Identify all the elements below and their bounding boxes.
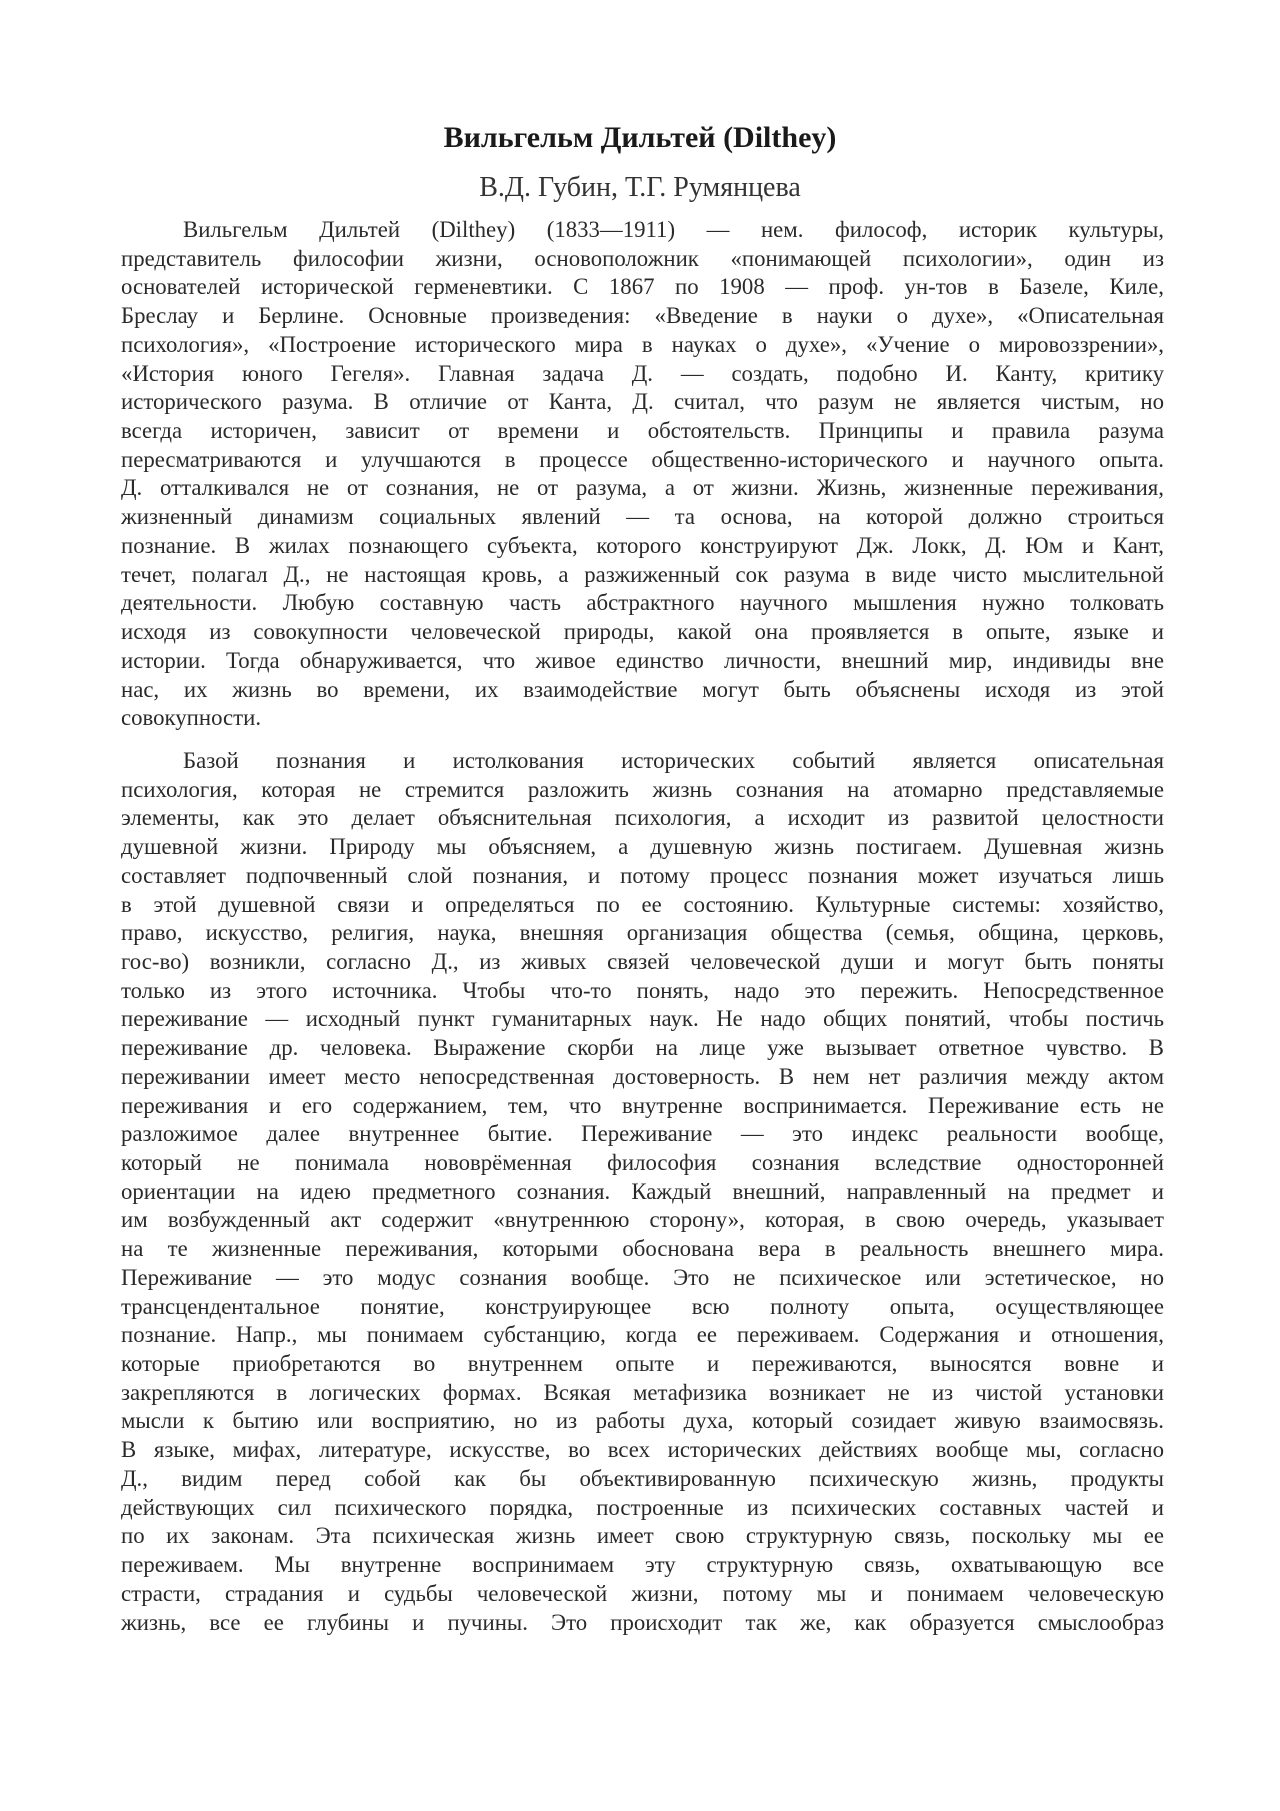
text-line: переживания и его содержанием, тем, что внутренне воспринимается. Переживание есть не (121, 1092, 1164, 1118)
paragraph-2 (121, 747, 1164, 1637)
text-line: Бреслау и Берлине. Основные произведения: «Введение в науки о духе», «Описательная (121, 303, 1164, 329)
text-line: Переживание — это модус сознания вообще. Это не психическое или эстетическое, но (121, 1264, 1164, 1290)
text-line: жизнь, все ее глубины и пучины. Это происходит так же, как образуется смыслообраз (121, 1609, 1164, 1635)
text-line: основателей исторической герменевтики. С 1867 по 1908 — проф. ун-тов в Базеле, Киле, (121, 274, 1164, 300)
text-line: исходя из совокупности человеческой природы, какой она проявляется в опыте, языке и (121, 619, 1164, 645)
text-line: познание. В жилах познающего субъекта, которого конструируют Дж. Локк, Д. Юм и Кант, (121, 532, 1164, 558)
text-line: мысли к бытию или восприятию, но из работы духа, который созидает живую взаимосвязь. (121, 1408, 1164, 1434)
text-line: в этой душевной связи и определяться по ее состоянию. Культурные системы: хозяйство, (121, 891, 1164, 917)
text-line: гос-во) возникли, согласно Д., из живых связей человеческой души и могут быть поняты (121, 948, 1164, 974)
text-line: психология», «Построение исторического мира в науках о духе», «Учение о мировоззрении», (121, 331, 1164, 357)
text-line: который не понимала нововрёменная философия сознания вследствие односторонней (121, 1150, 1164, 1175)
text-line: всегда историчен, зависит от времени и обстоятельств. Принципы и правила разума (121, 418, 1164, 444)
text-line: страсти, страдания и судьбы человеческой жизни, потому мы и понимаем человеческую (121, 1580, 1164, 1606)
text-line: на те жизненные переживания, которыми обоснована вера в реальность внешнего мира. (121, 1236, 1164, 1262)
text-line: которые приобретаются во внутреннем опыте и переживаются, выносятся вовне и (121, 1351, 1164, 1377)
text-line: В языке, мифах, литературе, искусстве, во всех исторических действиях вообще мы, согласно (121, 1437, 1164, 1463)
text-line: Д., видим перед собой как бы объективированную психическую жизнь, продукты (121, 1465, 1164, 1491)
text-line: элементы, как это делает объяснительная психология, а исходит из развитой целостности (121, 805, 1164, 831)
text-line: переживание др. человека. Выражение скорби на лице уже вызывает ответное чувство. В (121, 1035, 1164, 1061)
text-line: нас, их жизнь во времени, их взаимодействие могут быть объяснены исходя из этой (121, 676, 1164, 702)
text-line: деятельности. Любую составную часть абстрактного научного мышления нужно толковать (121, 590, 1164, 616)
text-line: переживаем. Мы внутренне воспринимаем эту структурную связь, охватывающую все (121, 1552, 1164, 1578)
text-line: душевной жизни. Природу мы объясняем, а душевную жизнь постигаем. Душевная жизнь (121, 834, 1164, 860)
text-line: пересматриваются и улучшаются в процессе общественно-исторического и научного опыта. (121, 446, 1164, 472)
text-line: действующих сил психического порядка, построенные из психических составных частей и (121, 1494, 1164, 1520)
page-title: Вильгельм Дильтей (Dilthey) (443, 121, 837, 154)
text-line: ориентации на идею предметного сознания. Каждый внешний, направленный на предмет и (121, 1178, 1164, 1204)
text-line: «История юного Гегеля». Главная задача Д. — создать, подобно И. Канту, критику (121, 360, 1164, 386)
text-line: переживание — исходный пункт гуманитарных наук. Не надо общих понятий, чтобы постичь (121, 1006, 1164, 1032)
authors-line: В.Д. Губин, Т.Г. Румянцева (479, 172, 801, 203)
text-line: трансцендентальное понятие, конструирующее всю полноту опыта, осуществляющее (121, 1293, 1164, 1319)
article-body (121, 216, 1164, 1656)
text-line: совокупности. (121, 705, 262, 731)
text-line: разложимое далее внутреннее бытие. Переживание — это индекс реальности вообще, (121, 1121, 1164, 1147)
text-line: право, искусство, религия, наука, внешняя организация общества (семья, община, церковь, (121, 920, 1164, 946)
text-line: познание. Напр., мы понимаем субстанцию, когда ее переживаем. Содержания и отношения, (121, 1322, 1164, 1348)
text-line: Базой познания и истолкования исторических событий является описательная (183, 747, 1164, 773)
text-line: представитель философии жизни, основоположник «понимающей психологии», один из (121, 245, 1164, 271)
text-line: переживании имеет место непосредственная достоверность. В нем нет различия между актом (121, 1063, 1164, 1089)
text-line: им возбужденный акт содержит «внутреннюю сторону», которая, в свою очередь, указывает (121, 1207, 1164, 1233)
text-line: только из этого источника. Чтобы что-то понять, надо это пережить. Непосредственное (121, 977, 1164, 1003)
text-line: закрепляются в логических формах. Всякая метафизика возникает не из чистой установки (121, 1379, 1164, 1405)
text-line: течет, полагал Д., не настоящая кровь, а разжиженный сок разума в виде чисто мыслительной (121, 561, 1164, 587)
text-line: жизненный динамизм социальных явлений — та основа, на которой должно строиться (121, 504, 1164, 530)
text-line: психология, которая не стремится разложить жизнь сознания на атомарно представляемые (121, 776, 1164, 802)
text-line: исторического разума. В отличие от Канта, Д. считал, что разум не является чистым, но (121, 389, 1164, 415)
text-line: истории. Тогда обнаруживается, что живое единство личности, внешний мир, индивиды вне (121, 647, 1164, 673)
text-line: по их законам. Эта психическая жизнь имеет свою структурную связь, поскольку мы ее (121, 1523, 1164, 1549)
text-line: Д. отталкивался не от сознания, не от разума, а от жизни. Жизнь, жизненные переживания, (121, 475, 1164, 501)
text-line: Вильгельм Дильтей (Dilthey) (1833—1911) — нем. философ, историк культуры, (183, 217, 1164, 242)
text-line: составляет подпочвенный слой познания, и потому процесс познания может изучаться лишь (121, 862, 1164, 888)
paragraph-spacer (121, 733, 1164, 747)
paragraph-1 (121, 216, 1164, 733)
